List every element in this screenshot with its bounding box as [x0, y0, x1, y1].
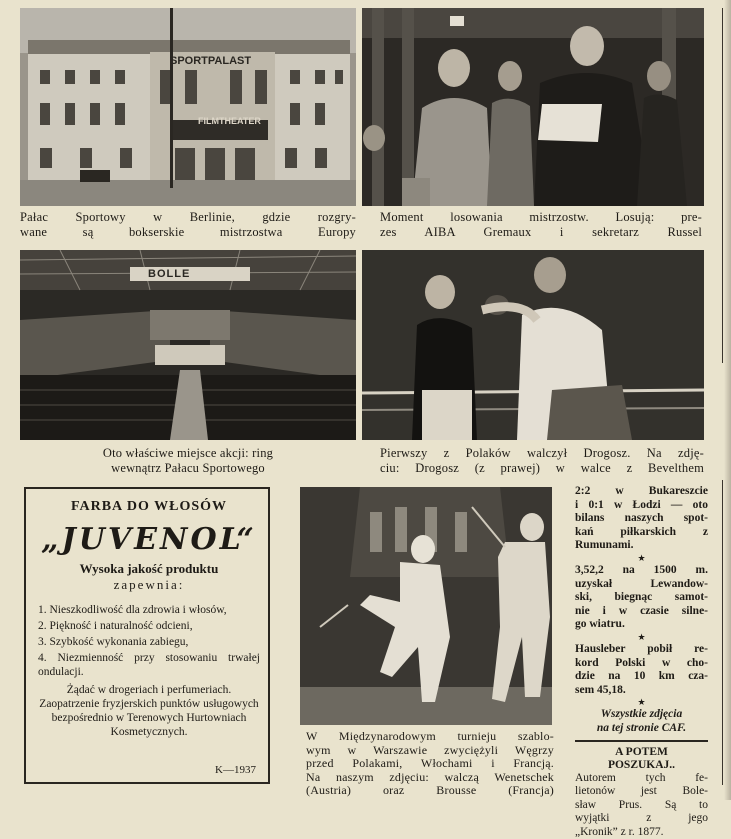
photo-draw-ceremony — [362, 8, 704, 206]
ad-brand: „JUVENOL“ — [38, 523, 260, 557]
photo-boxing — [362, 250, 704, 440]
sign-sportpalast: SPORTPALAST — [170, 55, 251, 67]
photo-credit: Wszystkie zdjęcia na tej stronie CAF. — [575, 708, 708, 735]
page-edge-line — [722, 8, 723, 363]
ad-guarantee: zapewnia: — [38, 577, 260, 593]
divider — [575, 740, 708, 742]
news-hausleber: Hausleber pobił re- kord Polski w cho- dzie na 10 km cza- sem 45,18. — [575, 643, 708, 697]
sign-filmtheater: FILMTHEATER — [198, 116, 261, 126]
caption-fencing: W Międzynarodowym turnieju szablo- wym w Warszawie zwyciężyli Węgrzy przed Polakami, Włochami i Francją. Na naszym zdjęciu: walczą Wenetschek (Austria) oraz Brousse (Francja) — [306, 730, 554, 798]
star-separator: ★ — [575, 553, 708, 564]
ad-quality: Wysoka jakość produktu — [38, 561, 260, 577]
page-edge — [724, 0, 731, 800]
juvenol-advertisement — [24, 487, 270, 784]
star-separator: ★ — [575, 697, 708, 708]
caption-arena: Oto właściwe miejsce akcji: ring wewnątrz Pałacu Sportowego — [20, 446, 356, 476]
page-edge-line — [722, 480, 723, 785]
news-prus: Autorem tych fe- lietonów jest Bole- sław Prus. Są to wyjątki z jego „Kronik” z r. 1877. — [575, 772, 708, 839]
ad-benefit: 1. Nieszkodliwość dla zdrowia i włosów, — [38, 603, 260, 617]
ad-benefits-list — [38, 603, 260, 679]
ad-benefit: 2. Piękność i naturalność odcieni, — [38, 619, 260, 633]
sign-bolle: BOLLE — [148, 268, 190, 280]
caption-sportpalast: Pałac Sportowy w Berlinie, gdzie rozgry- wane są bokserskie mistrzostwa Europy — [20, 210, 356, 240]
ad-benefit: 4. Niezmienność przy stosowaniu trwałej ondulacji. — [38, 651, 260, 679]
news-football: 2:2 w Bukareszcie i 0:1 w Łodzi — oto bilans naszych spot- kań piłkarskich z Rumunami. — [575, 485, 708, 553]
ad-code: K—1937 — [215, 764, 256, 776]
photo-sportpalast — [20, 8, 356, 206]
ad-title: FARBA DO WŁOSÓW — [38, 499, 260, 515]
caption-boxing: Pierwszy z Polaków walczył Drogosz. Na zdję- ciu: Drogosz (z prawej) w walce z Bevelthem — [380, 446, 704, 476]
news-lewandowski: 3,52,2 na 1500 m. uzyskał Lewandow- ski, biegnąc samot- nie i w czasie silne- go wiatru. — [575, 564, 708, 632]
photo-fencing — [300, 487, 552, 725]
sports-news-column — [575, 485, 708, 839]
section-heading: A POTEM POSZUKAJ.. — [575, 746, 708, 772]
ad-benefit: 3. Szybkość wykonania zabiegu, — [38, 635, 260, 649]
caption-draw: Moment losowania mistrzostw. Losują: pre- zes AIBA Gremaux i sekretarz Russel — [380, 210, 702, 240]
star-separator: ★ — [575, 632, 708, 643]
ad-where: Żądać w drogeriach i perfumeriach. Zaopatrzenie fryzjerskich punktów usługowych bezpośrednio w Terenowych Hurtowniach Kosmetycznych. — [38, 683, 260, 739]
